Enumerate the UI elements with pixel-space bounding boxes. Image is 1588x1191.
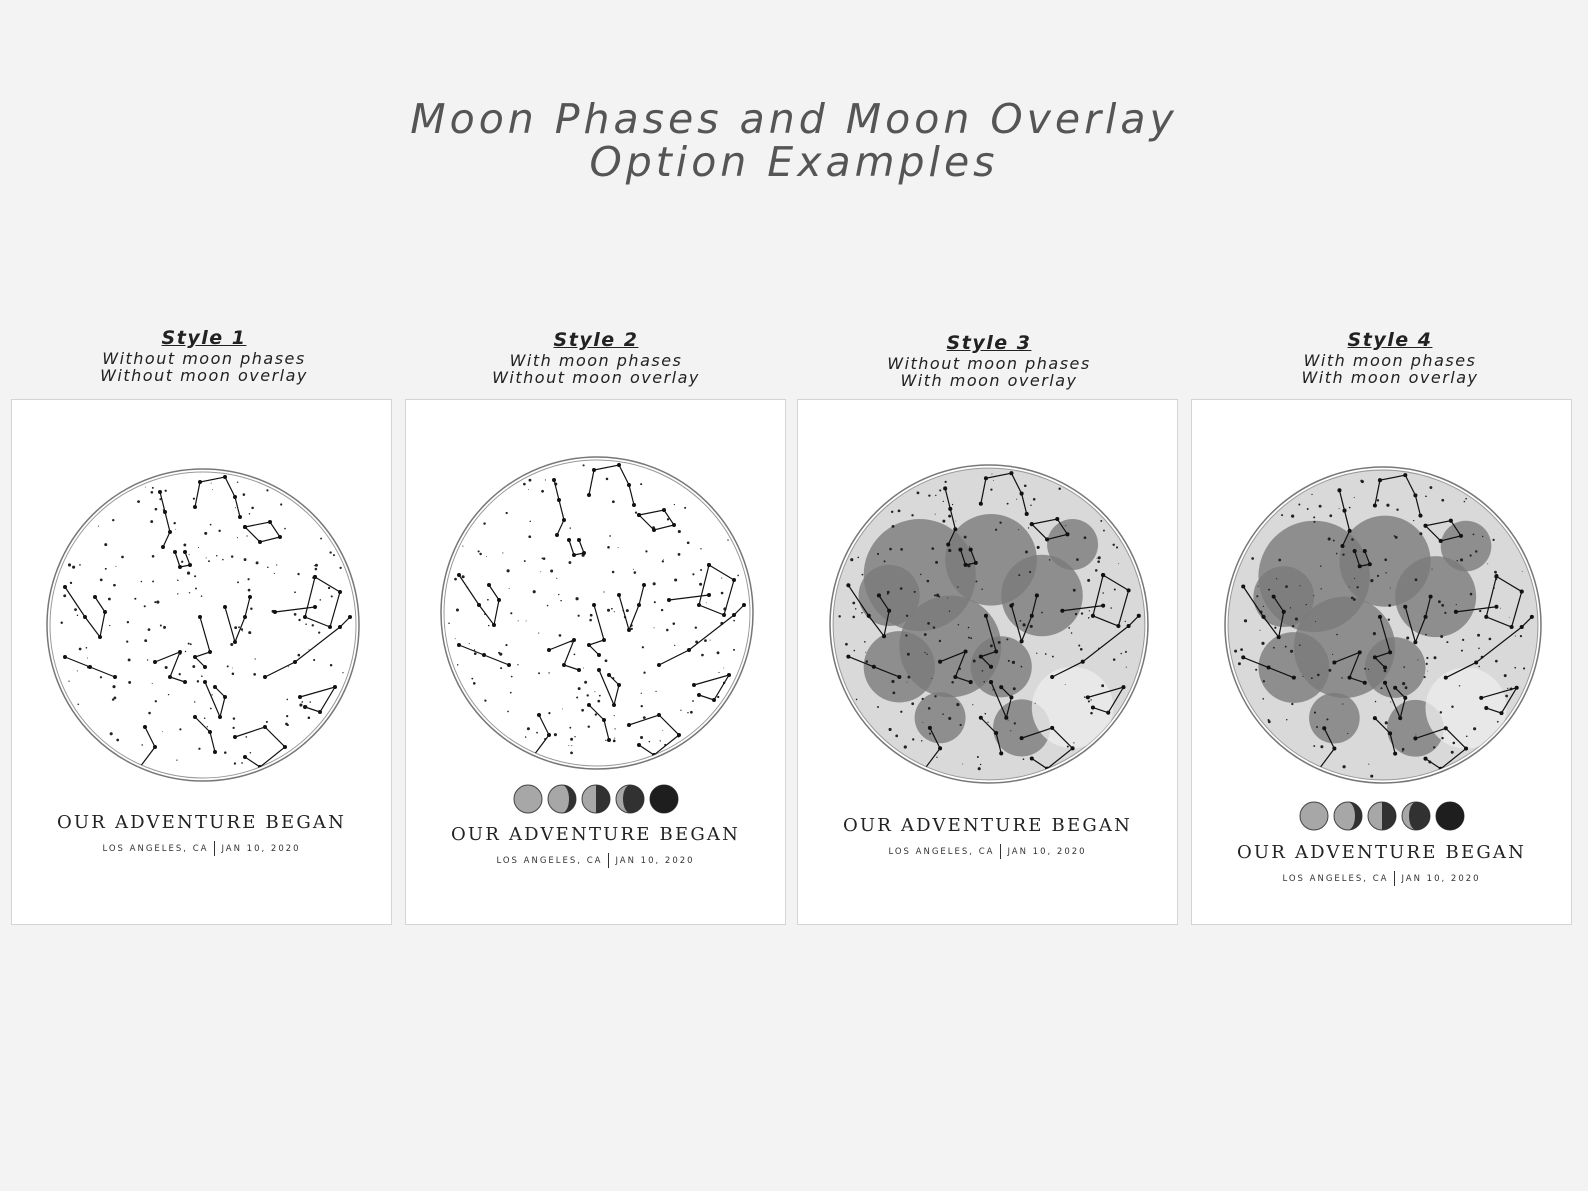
style-2-header [404, 328, 788, 386]
style-3-line-1: Without moon phases [887, 354, 1091, 373]
moon-phase-icon [1435, 801, 1465, 831]
poster-location: LOS ANGELES, CA [1282, 874, 1389, 884]
moon-phase-icon [1333, 801, 1363, 831]
style-3-header [797, 331, 1181, 389]
style-1-name: Style 1 [161, 327, 247, 349]
poster-heading: OUR ADVENTURE BEGAN [1236, 842, 1527, 863]
style-4-line-2: With moon overlay [1301, 368, 1479, 387]
moon-phase-icon [1367, 801, 1397, 831]
moon-phase-icon [1299, 801, 1329, 831]
star-map [1223, 465, 1543, 785]
moon-phase-icon [649, 784, 679, 814]
poster-card-style-2[interactable] [405, 399, 786, 925]
poster-card-style-1[interactable] [11, 399, 392, 925]
style-2-line-1: With moon phases [509, 351, 683, 370]
poster-subtitle [406, 853, 785, 868]
poster-date: JAN 10, 2020 [221, 844, 301, 854]
star-map [45, 467, 361, 783]
page-title-line-1: Moon Phases and Moon Overlay [410, 95, 1178, 143]
moon-phases-row [406, 784, 785, 814]
style-3-line-2: With moon overlay [900, 371, 1078, 390]
divider [608, 853, 609, 868]
moon-phase-icon [1401, 801, 1431, 831]
style-2-name: Style 2 [553, 329, 639, 351]
poster-card-style-4[interactable] [1191, 399, 1572, 925]
page-title [0, 95, 1588, 186]
moon-phases-row [1192, 801, 1571, 831]
poster-date: JAN 10, 2020 [1401, 874, 1481, 884]
style-4-line-1: With moon phases [1303, 351, 1477, 370]
divider [1394, 871, 1395, 886]
poster-card-style-3[interactable] [797, 399, 1178, 925]
poster-subtitle [12, 841, 391, 856]
style-1-header [12, 326, 396, 384]
style-3-name: Style 3 [946, 332, 1032, 354]
moon-phase-icon [615, 784, 645, 814]
poster-location: LOS ANGELES, CA [102, 844, 209, 854]
poster-location: LOS ANGELES, CA [496, 856, 603, 866]
moon-phase-icon [513, 784, 543, 814]
poster-location: LOS ANGELES, CA [888, 847, 995, 857]
star-map [439, 455, 755, 771]
page-title-line-2: Option Examples [589, 138, 999, 186]
star-map [828, 463, 1150, 785]
divider [214, 841, 215, 856]
poster-date: JAN 10, 2020 [615, 856, 695, 866]
divider [1000, 844, 1001, 859]
style-4-header [1198, 328, 1582, 386]
poster-heading: OUR ADVENTURE BEGAN [842, 815, 1133, 836]
poster-date: JAN 10, 2020 [1007, 847, 1087, 857]
style-1-line-1: Without moon phases [102, 349, 306, 368]
moon-phase-icon [547, 784, 577, 814]
moon-phase-icon [581, 784, 611, 814]
style-1-line-2: Without moon overlay [100, 366, 308, 385]
poster-subtitle [798, 844, 1177, 859]
poster-subtitle [1192, 871, 1571, 886]
style-4-name: Style 4 [1347, 329, 1433, 351]
poster-heading: OUR ADVENTURE BEGAN [450, 824, 741, 845]
style-2-line-2: Without moon overlay [492, 368, 700, 387]
poster-heading: OUR ADVENTURE BEGAN [56, 812, 347, 833]
